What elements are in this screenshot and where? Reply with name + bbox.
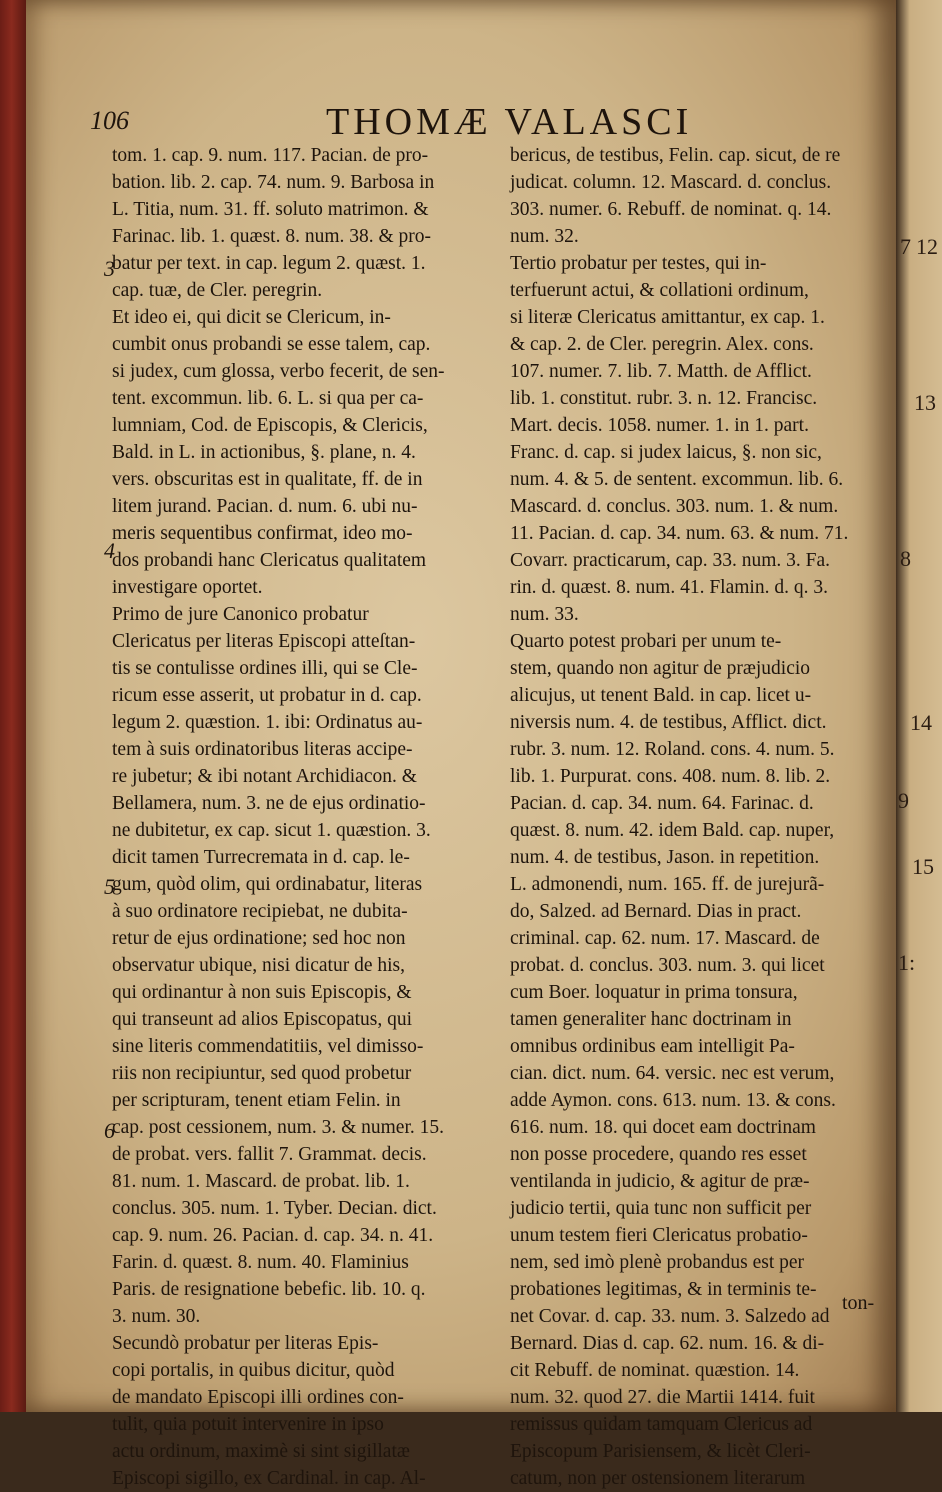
text-line: Et ideo ei, qui dicit se Clericum, in- xyxy=(112,307,391,328)
text-line: tis se contulisse ordines illi, qui se Cle- xyxy=(112,658,418,679)
text-line: dos probandi hanc Clericatus qualitatem xyxy=(112,550,427,571)
text-line: bericus, de testibus, Felin. cap. sicut, de re xyxy=(510,145,841,166)
text-line: conclus. 305. num. 1. Tyber. Decian. dict. xyxy=(112,1198,437,1219)
next-page-fragment: 14 xyxy=(910,710,932,735)
next-page-edge xyxy=(896,0,942,1412)
text-line: omnibus ordinibus eam intelligit Pa- xyxy=(510,1036,795,1057)
text-line: batur per text. in cap. legum 2. quæst. 1. xyxy=(112,253,426,274)
next-page-fragment: 12 xyxy=(916,234,938,259)
text-line: sine literis commendatitiis, vel dimisso- xyxy=(112,1036,424,1057)
text-line: Franc. d. cap. si judex laicus, §. non sic, xyxy=(510,442,822,463)
next-page-fragment: 9 xyxy=(898,788,909,813)
text-line: Mart. decis. 1058. numer. 1. in 1. part. xyxy=(510,415,809,436)
text-line: Episcopum Parisiensem, & licèt Cleri- xyxy=(510,1441,811,1462)
text-line: ventilanda in judicio, & agitur de præ- xyxy=(510,1171,810,1192)
text-line: judicio tertii, quia tunc non sufficit per xyxy=(510,1198,812,1219)
text-line: cit Rebuff. de nominat. quæstion. 14. xyxy=(510,1360,800,1381)
text-line: actu ordinum, maximè si sint sigillatæ xyxy=(112,1441,410,1462)
text-line: lumniam, Cod. de Episcopis, & Clericis, xyxy=(112,415,428,436)
text-line: remissus quidam tamquam Clericus ad xyxy=(510,1414,813,1435)
book-spine xyxy=(0,0,26,1412)
text-line: num. 32. quod 27. die Martii 1414. fuit xyxy=(510,1387,815,1408)
text-line: 107. numer. 7. lib. 7. Matth. de Afflict. xyxy=(510,361,812,382)
text-line: meris sequentibus confirmat, ideo mo- xyxy=(112,523,413,544)
text-line: adde Aymon. cons. 613. num. 13. & cons. xyxy=(510,1090,836,1111)
text-line: Primo de jure Canonico probatur xyxy=(112,604,369,625)
text-line: Paris. de resignatione bebefic. lib. 10. q. xyxy=(112,1279,426,1300)
text-line: litem jurand. Pacian. d. num. 6. ubi nu- xyxy=(112,496,418,517)
left-column xyxy=(112,142,496,1492)
text-line: copi portalis, in quibus dicitur, quòd xyxy=(112,1360,395,1381)
margin-number: 3 xyxy=(104,256,115,281)
text-line: retur de ejus ordinatione; sed hoc non xyxy=(112,928,406,949)
text-line: unum testem fieri Clericatus probatio- xyxy=(510,1225,808,1246)
next-page-fragment: 8 xyxy=(900,546,911,571)
text-line: num. 32. xyxy=(510,226,579,247)
text-line: tent. excommun. lib. 6. L. si qua per ca- xyxy=(112,388,424,409)
text-line: Pacian. d. cap. 34. num. 64. Farinac. d. xyxy=(510,793,814,814)
text-line: vers. obscuritas est in qualitate, ff. de in xyxy=(112,469,423,490)
text-line: cumbit onus probandi se esse talem, cap. xyxy=(112,334,431,355)
text-line: si literæ Clericatus amittantur, ex cap. 1. xyxy=(510,307,825,328)
text-line: terfuerunt actui, & collationi ordinum, xyxy=(510,280,809,301)
text-line: cian. dict. num. 64. versic. nec est verum, xyxy=(510,1063,835,1084)
text-line: qui transeunt ad alios Episcopatus, qui xyxy=(112,1009,413,1030)
right-column xyxy=(510,142,884,1492)
text-line: Episcopi sigillo, ex Cardinal. in cap. Al- xyxy=(112,1468,426,1489)
text-line: criminal. cap. 62. num. 17. Mascard. de xyxy=(510,928,820,949)
text-line: num. 4. de testibus, Jason. in repetition. xyxy=(510,847,820,868)
text-line: riis non recipiuntur, sed quod probetur xyxy=(112,1063,412,1084)
text-line: ne dubitetur, ex cap. sicut 1. quæstion. 3. xyxy=(112,820,431,841)
text-line: gum, quòd olim, qui ordinabatur, literas xyxy=(112,874,423,895)
text-line: Bellamera, num. 3. ne de ejus ordinatio- xyxy=(112,793,426,814)
text-line: ricum esse asserit, ut probatur in d. cap. xyxy=(112,685,422,706)
page-header xyxy=(90,100,890,143)
text-line: 11. Pacian. d. cap. 34. num. 63. & num. 71. xyxy=(510,523,849,544)
text-line: do, Salzed. ad Bernard. Dias in pract. xyxy=(510,901,802,922)
text-line: Tertio probatur per testes, qui in- xyxy=(510,253,767,274)
running-head: THOMÆ VALASCI xyxy=(326,101,693,143)
text-line: tamen generaliter hanc doctrinam in xyxy=(510,1009,792,1030)
next-page-fragment: 15 xyxy=(912,854,934,879)
text-line: catum, non per ostensionem literarum xyxy=(510,1468,806,1489)
text-line: Bald. in L. in actionibus, §. plane, n. 4. xyxy=(112,442,416,463)
next-page-fragment: 7 xyxy=(900,234,911,259)
text-line: Secundò probatur per literas Epis- xyxy=(112,1333,379,1354)
text-line: 616. num. 18. qui docet eam doctrinam xyxy=(510,1117,816,1138)
text-line: 3. num. 30. xyxy=(112,1306,201,1327)
text-line: 303. numer. 6. Rebuff. de nominat. q. 14. xyxy=(510,199,832,220)
text-line: à suo ordinatore recipiebat, ne dubita- xyxy=(112,901,408,922)
text-line: legum 2. quæstion. 1. ibi: Ordinatus au- xyxy=(112,712,423,733)
text-line: Quarto potest probari per unum te- xyxy=(510,631,782,652)
text-line: tom. 1. cap. 9. num. 117. Pacian. de pro- xyxy=(112,145,429,166)
text-line: judicat. column. 12. Mascard. d. conclus. xyxy=(510,172,832,193)
text-line: quæst. 8. num. 42. idem Bald. cap. nuper, xyxy=(510,820,835,841)
text-line: de probat. vers. fallit 7. Grammat. decis. xyxy=(112,1144,427,1165)
text-line: per scripturam, tenent etiam Felin. in xyxy=(112,1090,401,1111)
text-line: Farin. d. quæst. 8. num. 40. Flaminius xyxy=(112,1252,409,1273)
text-line: Clericatus per literas Episcopi atteſtan- xyxy=(112,631,416,652)
next-page-fragment: 1: xyxy=(898,950,916,975)
text-line: lib. 1. constitut. rubr. 3. n. 12. Francisc. xyxy=(510,388,818,409)
text-line: cum Boer. loquatur in prima tonsura, xyxy=(510,982,798,1003)
text-line: qui ordinantur à non suis Episcopis, & xyxy=(112,982,412,1003)
text-line: lib. 1. Purpurat. cons. 408. num. 8. lib. 2. xyxy=(510,766,831,787)
text-line: cap. tuæ, de Cler. peregrin. xyxy=(112,280,323,301)
text-line: bation. lib. 2. cap. 74. num. 9. Barbosa in xyxy=(112,172,435,193)
text-line: Farinac. lib. 1. quæst. 8. num. 38. & pro- xyxy=(112,226,432,247)
text-line: L. admonendi, num. 165. ff. de jurejurã- xyxy=(510,874,825,895)
text-line: probationes legitimas, & in terminis te- xyxy=(510,1279,817,1300)
text-line: de mandato Episcopi illi ordines con- xyxy=(112,1387,404,1408)
text-line: probat. d. conclus. 303. num. 3. qui licet xyxy=(510,955,825,976)
text-line: & cap. 2. de Cler. peregrin. Alex. cons. xyxy=(510,334,814,355)
text-line: observatur ubique, nisi dicatur de his, xyxy=(112,955,405,976)
text-line: num. 4. & 5. de sentent. excommun. lib. 6. xyxy=(510,469,844,490)
page-number: 106 xyxy=(90,106,129,135)
margin-number: 4 xyxy=(104,538,115,563)
text-line: alicujus, ut tenent Bald. in cap. licet u- xyxy=(510,685,812,706)
text-line: niversis num. 4. de testibus, Afflict. dict. xyxy=(510,712,827,733)
text-line: Bernard. Dias d. cap. 62. num. 16. & di- xyxy=(510,1333,825,1354)
text-line: investigare oportet. xyxy=(112,577,263,598)
text-line: Mascard. d. conclus. 303. num. 1. & num. xyxy=(510,496,839,517)
text-line: num. 33. xyxy=(510,604,579,625)
text-line: dicit tamen Turrecremata in d. cap. le- xyxy=(112,847,410,868)
text-line: nem, sed imò plenè probandus est per xyxy=(510,1252,805,1273)
text-line: si judex, cum glossa, verbo fecerit, de sen- xyxy=(112,361,445,382)
margin-number: 5 xyxy=(104,874,115,899)
catchword: ton- xyxy=(842,1292,875,1314)
text-line: non posse procedere, quando res esset xyxy=(510,1144,807,1165)
margin-number: 6 xyxy=(104,1118,115,1143)
text-line: re jubetur; & ibi notant Archidiacon. & xyxy=(112,766,417,787)
text-line: cap. post cessionem, num. 3. & numer. 15. xyxy=(112,1117,444,1138)
text-line: Covarr. practicarum, cap. 33. num. 3. Fa. xyxy=(510,550,831,571)
next-page-fragment: 13 xyxy=(914,390,936,415)
text-line: tem à suis ordinatoribus literas accipe- xyxy=(112,739,413,760)
text-line: stem, quando non agitur de præjudicio xyxy=(510,658,811,679)
text-line: net Covar. d. cap. 33. num. 3. Salzedo ad xyxy=(510,1306,830,1327)
text-line: L. Titia, num. 31. ff. soluto matrimon. & xyxy=(112,199,429,220)
text-line: rin. d. quæst. 8. num. 41. Flamin. d. q. 3. xyxy=(510,577,828,598)
text-line: rubr. 3. num. 12. Roland. cons. 4. num. 5. xyxy=(510,739,835,760)
text-line: cap. 9. num. 26. Pacian. d. cap. 34. n. 41. xyxy=(112,1225,434,1246)
text-line: tulit, quia potuit intervenire in ipso xyxy=(112,1414,384,1435)
text-line: 81. num. 1. Mascard. de probat. lib. 1. xyxy=(112,1171,410,1192)
